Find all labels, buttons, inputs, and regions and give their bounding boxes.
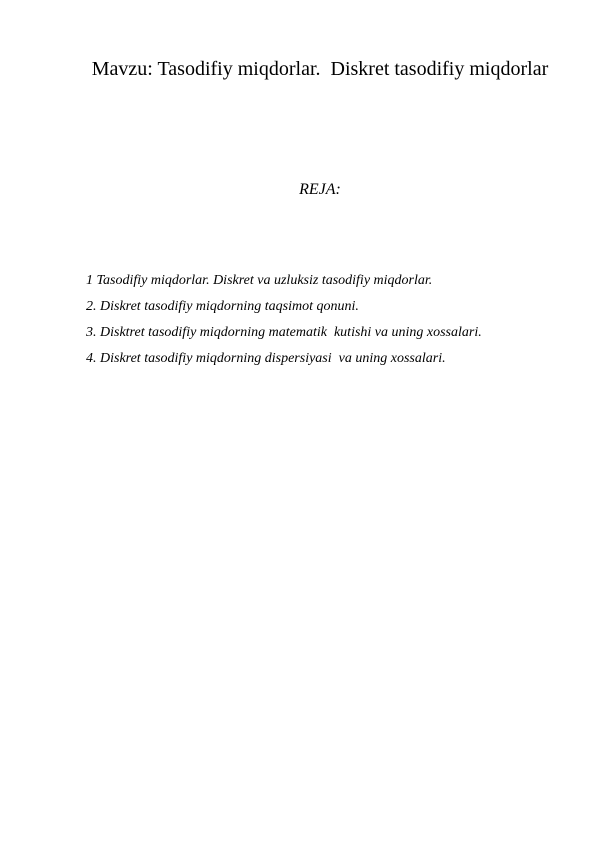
plan-item: 3. Disktret tasodifiy miqdorning matematik kutishi va uning xossalari. (86, 325, 482, 340)
plan-item: 2. Diskret tasodifiy miqdorning taqsimot qonuni. (86, 299, 359, 314)
plan-item: 4. Diskret tasodifiy miqdorning dispersiyasi va uning xossalari. (86, 351, 446, 366)
plan-item: 1 Tasodifiy miqdorlar. Diskret va uzluksiz tasodifiy miqdorlar. (86, 273, 433, 288)
plan-list (86, 272, 586, 376)
plan-heading: REJA: (299, 181, 341, 198)
document-title: Mavzu: Tasodifiy miqdorlar. Diskret tasodifiy miqdorlar (91, 58, 549, 80)
